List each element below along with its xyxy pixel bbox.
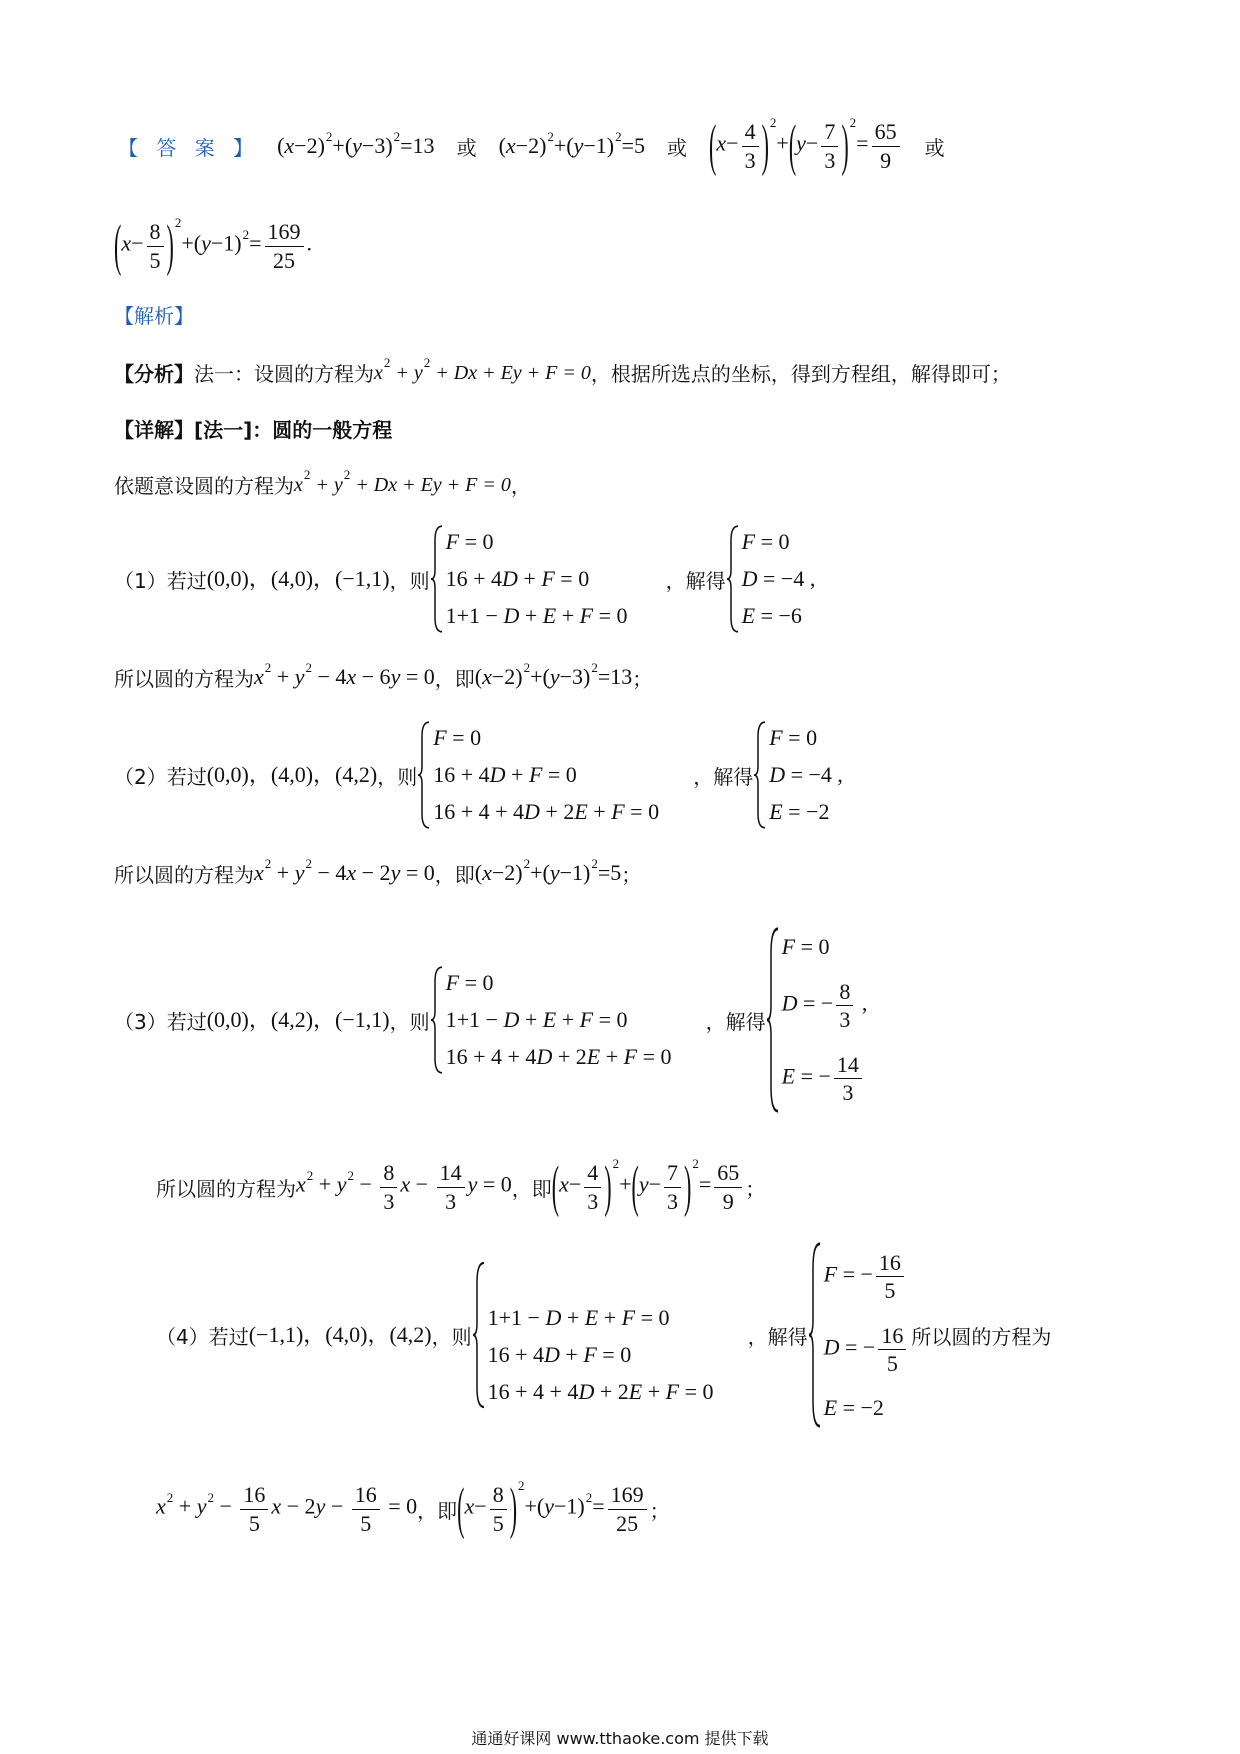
case1-eq-std: $(x-2)^2+(y-3)^2=13$ — [474, 660, 633, 689]
answer-label: 【 答 案 】 — [118, 135, 260, 160]
ze-text: ，则 — [389, 568, 430, 593]
or-text: 或 — [924, 135, 945, 160]
ze-text: ，则 — [389, 1009, 430, 1034]
jiede-text: ，解得 — [693, 764, 754, 789]
answer-line-2 — [114, 212, 312, 278]
xiangjie-label: 【详解】 — [114, 418, 194, 442]
case4-eq-std: (x− $\frac{8}{5}$ )$^2+(y-1)^2=$ $\frac{169}{25}$ — [457, 1483, 650, 1534]
case3-result — [156, 1154, 765, 1220]
xiangjie-line — [114, 414, 392, 443]
fenxi-label: 【分析】 — [114, 362, 194, 386]
fenxi-text-2: ，根据所选点的坐标，得到方程组，解得即可； — [590, 362, 1011, 386]
xiangjie-title: [法一]：圆的一般方程 — [194, 418, 393, 442]
case4-prefix: （4）若过 — [156, 1324, 249, 1349]
footer-watermark: 通通好课网 www.tthaoke.com 提供下载 — [471, 1729, 769, 1748]
case1-eq: $x^2 + y^2 - 4x - 6y = 0$ — [254, 660, 435, 689]
case3-system: F = 0 1+1 − D + E + F = 0 16 + 4 + 4D + 2E + F = 0 — [430, 965, 696, 1075]
case1-prefix: （1）若过 — [114, 568, 207, 593]
case-4 — [156, 1240, 1051, 1430]
jiede-text: ，解得 — [747, 1324, 808, 1349]
case1-system: F = 0 16 + 4D + F = 0 1+1 − D + E + F = 0 — [430, 524, 646, 634]
ze-text: ，则 — [377, 764, 418, 789]
case-3 — [114, 925, 867, 1115]
suoyi-text: 所以圆的方程为 — [114, 666, 254, 691]
case3-solution: F = 0 D = − $\frac{8}{3}$ , E = − $\frac{14}{3}$ — [766, 925, 868, 1115]
semicolon: ； — [649, 1498, 670, 1523]
ji-text: ，即 — [434, 862, 475, 887]
or-text: 或 — [667, 135, 688, 160]
ze-text: ，则 — [431, 1324, 472, 1349]
case2-prefix: （2）若过 — [114, 764, 207, 789]
suoyi-text: 所以圆的方程为 — [156, 1176, 296, 1201]
ji-text: ，即 — [511, 1176, 552, 1201]
case4-system: 1+1 − D + E + F = 0 16 + 4D + F = 0 16 + 4 + 4D + 2E + F = 0 — [472, 1260, 738, 1410]
answer-eq-1: $(x-2)^2+(y-3)^2=13$ — [277, 129, 435, 158]
semicolon: ； — [621, 862, 642, 887]
jiede-text: ，解得 — [665, 568, 726, 593]
semicolon: ； — [632, 666, 653, 691]
case4-solution: F = − $\frac{16}{5}$ D = − $\frac{16}{5}$ E = −2 — [808, 1240, 910, 1430]
jiexi-label: 【解析】 — [114, 304, 194, 328]
fenxi-eq: $x^2 + y^2 + Dx + Ey + F = 0$ — [374, 354, 591, 384]
case2-result — [114, 856, 641, 890]
ji-text: ，即 — [434, 666, 475, 691]
case3-prefix: （3）若过 — [114, 1009, 207, 1034]
case1-points: (0,0)，(4,0)，(−1,1) — [206, 566, 390, 591]
case3-eq-std: (x− $\frac{4}{3}$ )$^2$+(y− $\frac{7}{3}$ )$^2$= $\frac{65}{9}$ — [552, 1161, 746, 1212]
intro-line — [114, 466, 531, 499]
case4-result — [156, 1476, 670, 1542]
case-1 — [114, 524, 815, 634]
case4-suoyi: 所以圆的方程为 — [911, 1324, 1052, 1349]
intro-text: 依题意设圆的方程为 — [114, 474, 294, 498]
case2-points: (0,0)，(4,0)，(4,2) — [206, 762, 378, 787]
jiexi-heading — [114, 300, 194, 329]
case1-solution: F = 0 D = −4 , E = −6 — [726, 524, 816, 634]
answer-line-1 — [118, 112, 945, 178]
case4-eq: $x^2 + y^2$ − $\frac{16}{5}$ x − 2y − $\frac{16}{5}$ = 0 — [156, 1482, 418, 1536]
case4-points: (−1,1)，(4,0)，(4,2) — [248, 1322, 432, 1347]
ji-text: ，即 — [417, 1498, 458, 1523]
intro-eq: $x^2 + y^2 + Dx + Ey + F = 0$ — [294, 466, 511, 496]
fenxi-text: 法一：设圆的方程为 — [194, 362, 374, 386]
case3-eq: $x^2 + y^2$ − $\frac{8}{3}$ x − $\frac{14}{3}$ y = 0 — [296, 1160, 512, 1214]
case3-points: (0,0)，(4,2)，(−1,1) — [206, 1007, 390, 1032]
answer-eq-4: (x− $\frac{8}{5}$ )$^2+(y-1)^2=$ $\frac{169}{25}$ . — [114, 212, 312, 278]
case2-solution: F = 0 D = −4 , E = −2 — [753, 720, 843, 830]
suoyi-text: 所以圆的方程为 — [114, 862, 254, 887]
case2-eq: $x^2 + y^2 - 4x - 2y = 0$ — [254, 856, 435, 885]
or-text: 或 — [456, 135, 477, 160]
case2-system: F = 0 16 + 4D + F = 0 16 + 4 + 4D + 2E + F = 0 — [417, 720, 683, 830]
fenxi-line — [114, 354, 1011, 387]
semicolon: ； — [745, 1176, 766, 1201]
comma: ， — [510, 474, 531, 498]
jiede-text: ，解得 — [705, 1009, 766, 1034]
case1-result — [114, 660, 652, 694]
case2-eq-std: $(x-2)^2+(y-1)^2=5$ — [474, 856, 622, 885]
case-2 — [114, 720, 843, 830]
answer-eq-2: $(x-2)^2+(y-1)^2=5$ — [498, 129, 646, 158]
answer-eq-3: (x− $\frac{4}{3}$ )$^2$+(y− $\frac{7}{3}$ )$^2$= $\frac{65}{9}$ — [709, 120, 903, 171]
